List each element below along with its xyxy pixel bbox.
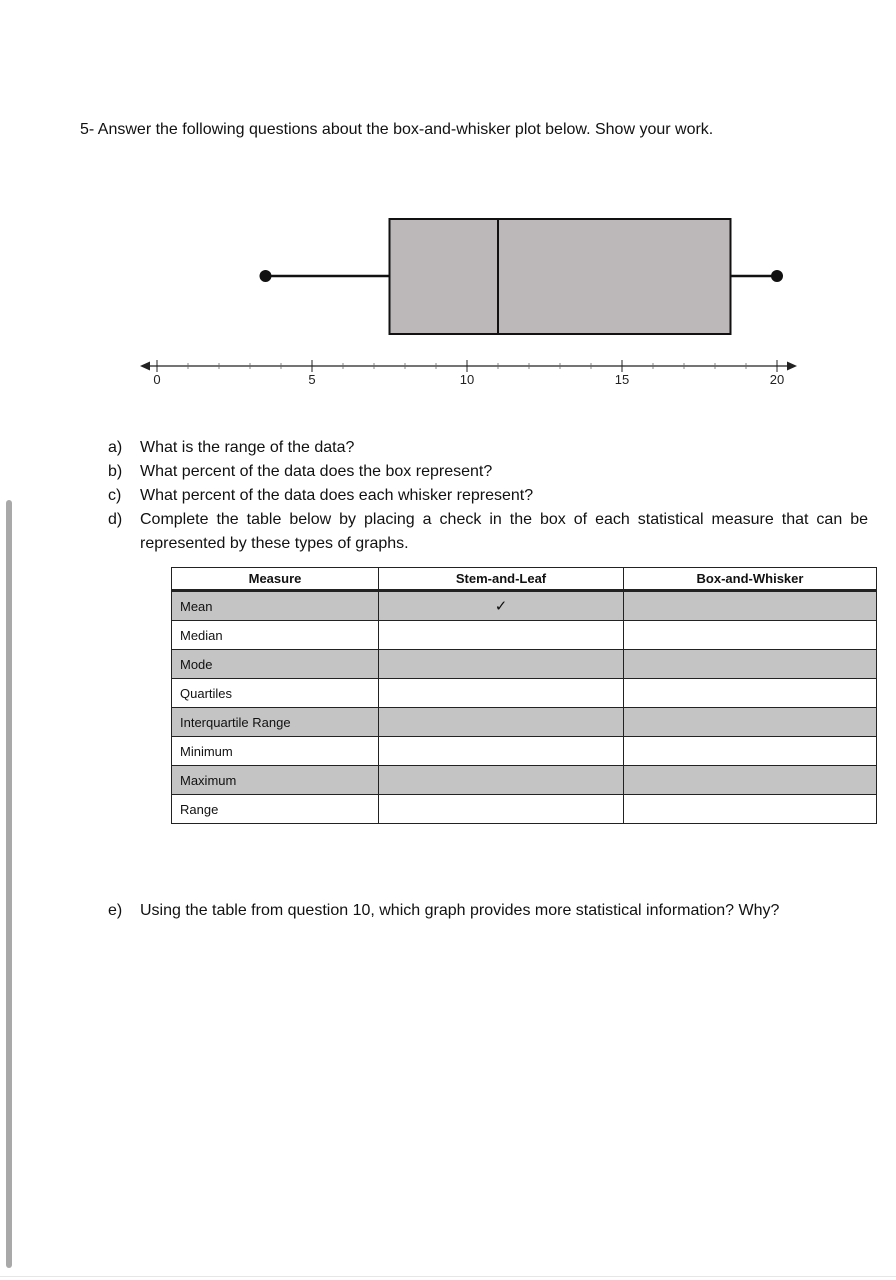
- table-row-interquartile-range: [172, 708, 877, 737]
- box-and-whisker-cell[interactable]: [624, 679, 877, 708]
- header-stem-and-leaf: Stem-and-Leaf: [379, 568, 624, 591]
- stem-and-leaf-cell[interactable]: [379, 708, 624, 737]
- tick-label-5: 5: [308, 372, 316, 387]
- stem-and-leaf-cell[interactable]: ✓: [379, 591, 624, 621]
- question-b: [108, 460, 868, 484]
- box-whisker-plot: [0, 0, 896, 420]
- tick-label-15: 15: [614, 372, 630, 387]
- question-letter: c): [108, 487, 122, 504]
- measure-cell: Mean: [172, 591, 379, 621]
- box-and-whisker-cell[interactable]: [624, 650, 877, 679]
- question-d: [108, 508, 868, 556]
- measure-cell: Maximum: [172, 766, 379, 795]
- measure-cell: Minimum: [172, 737, 379, 766]
- stem-and-leaf-cell[interactable]: [379, 650, 624, 679]
- tick-label-20: 20: [769, 372, 785, 387]
- table-header-row: [172, 568, 877, 591]
- question-text: What percent of the data does the box represent?: [140, 463, 493, 480]
- question-heading: 5- Answer the following questions about the box-and-whisker plot below. Show your work.: [80, 121, 714, 138]
- axis-arrow-left: [140, 362, 150, 371]
- question-letter: d): [108, 511, 123, 528]
- stem-and-leaf-cell[interactable]: [379, 737, 624, 766]
- question-a: [108, 436, 868, 460]
- stem-and-leaf-cell[interactable]: [379, 621, 624, 650]
- measure-cell: Median: [172, 621, 379, 650]
- table-row-range: [172, 795, 877, 824]
- measure-cell: Range: [172, 795, 379, 824]
- question-text: What percent of the data does each whisker represent?: [140, 487, 534, 504]
- minimum-point: [260, 270, 272, 282]
- stem-and-leaf-cell[interactable]: [379, 679, 624, 708]
- page-bottom-divider: [0, 1276, 896, 1277]
- question-letter: b): [108, 463, 123, 480]
- maximum-point: [771, 270, 783, 282]
- header-box-and-whisker: Box-and-Whisker: [624, 568, 877, 591]
- box-and-whisker-cell[interactable]: [624, 737, 877, 766]
- question-e: [108, 899, 868, 923]
- stem-and-leaf-cell[interactable]: [379, 766, 624, 795]
- table-row-maximum: [172, 766, 877, 795]
- box-and-whisker-cell[interactable]: [624, 708, 877, 737]
- table-row-mean: [172, 591, 877, 621]
- table-row-median: [172, 621, 877, 650]
- tick-label-0: 0: [153, 372, 161, 387]
- question-list: [108, 436, 868, 556]
- measure-cell: Interquartile Range: [172, 708, 379, 737]
- measure-cell: Quartiles: [172, 679, 379, 708]
- scrollbar[interactable]: [6, 500, 12, 1268]
- table-row-mode: [172, 650, 877, 679]
- box-and-whisker-cell[interactable]: [624, 795, 877, 824]
- stem-and-leaf-cell[interactable]: [379, 795, 624, 824]
- measures-table: [171, 567, 877, 824]
- box-and-whisker-cell[interactable]: [624, 591, 877, 621]
- question-text: What is the range of the data?: [140, 439, 355, 456]
- question-letter: e): [108, 902, 123, 919]
- question-letter: a): [108, 439, 123, 456]
- interquartile-box: [390, 219, 731, 334]
- measure-cell: Mode: [172, 650, 379, 679]
- box-and-whisker-cell[interactable]: [624, 621, 877, 650]
- table-row-minimum: [172, 737, 877, 766]
- question-text: Complete the table below by placing a check in the box of each statistical measure that can be represented by these types of graphs.: [140, 511, 868, 552]
- header-measure: Measure: [172, 568, 379, 591]
- tick-label-10: 10: [459, 372, 475, 387]
- axis-arrow-right: [787, 362, 797, 371]
- question-text: Using the table from question 10, which graph provides more statistical information? Why?: [140, 902, 780, 919]
- table-row-quartiles: [172, 679, 877, 708]
- box-and-whisker-cell[interactable]: [624, 766, 877, 795]
- question-c: [108, 484, 868, 508]
